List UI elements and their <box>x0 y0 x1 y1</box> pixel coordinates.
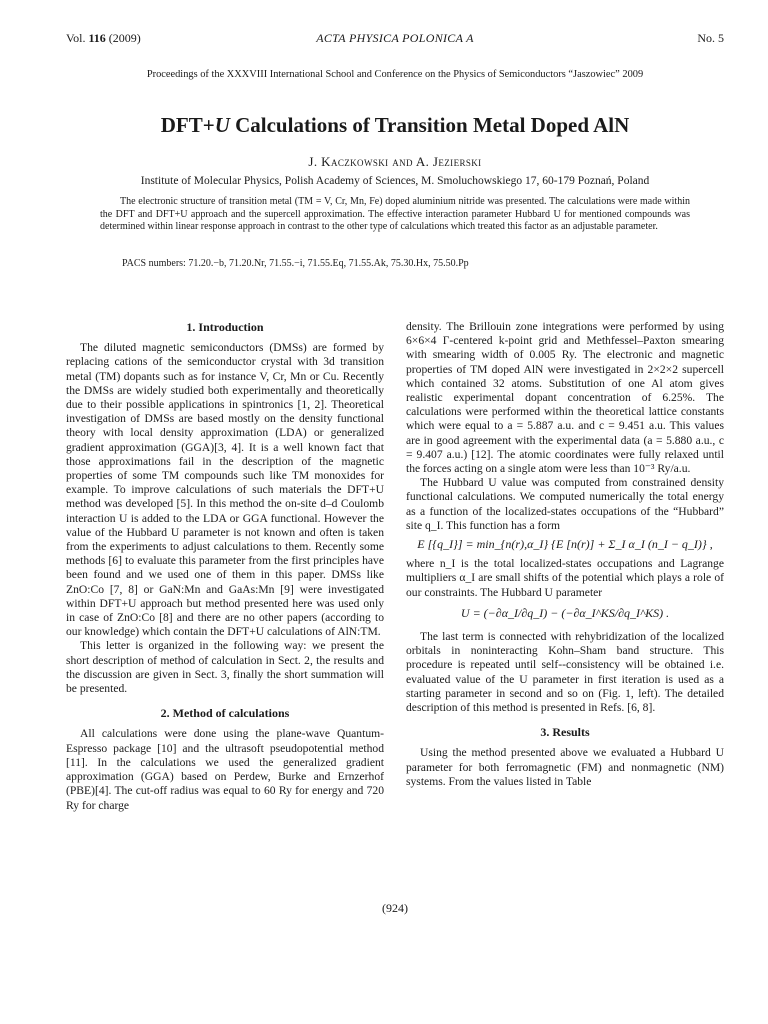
right-column <box>406 320 724 789</box>
running-header <box>66 31 724 49</box>
paragraph: The Hubbard U value was computed from constrained density functional calculations. We computed numerically the total energy as a function of the localized-states occupations of the “Hubbard” site q_I. This function has a form <box>406 476 724 532</box>
proceedings-line: Proceedings of the XXXVIII International School and Conference on the Physics of Semiconductors “Jaszowiec” 2009 <box>146 69 644 80</box>
equation-energy-functional: E [{q_I}] = min_{n(r),α_I} {E [n(r)] + Σ_I α_I (n_I − q_I)} , <box>417 537 713 552</box>
section-title-method: 2. Method of calculations <box>160 706 290 721</box>
paragraph: Using the method presented above we evaluated a Hubbard U parameter for both ferromagnetic (FM) and nonmagnetic (NM) systems. From the values listed in Table <box>406 746 724 788</box>
affiliation: Institute of Molecular Physics, Polish Academy of Sciences, M. Smoluchowskiego 17, 60-179 Poznań, Poland <box>140 175 650 187</box>
page-number: (924) <box>382 901 408 915</box>
section-title-introduction: 1. Introduction <box>186 320 264 334</box>
paragraph: density. The Brillouin zone integrations were performed by using 6×6×4 Γ-centered k-point grid and Methfessel–Paxton smearing with smearing width of 0.005 Ry. The electronic and magnetic properties of TM doped AlN were investigated in 2×2×2 supercell which contained 32 atoms. Substitution of one Al atom gives realistic experimental dopant concentration of 6.25%. The calculations were performed within the theoretical lattice constants which were equal to a = 5.887 a.u. and c = 9.451 a.u. This values are in good agreement with the experimental data (a = 5.880 a.u., c = 9.407 a.u.) [12]. The atomic coordinates were fully relaxed until the forces acting on a single atom were less than 10⁻³ Ry/a.u. <box>406 320 724 476</box>
authors: J. Kaczkowski and A. Jezierski <box>308 154 482 169</box>
paragraph: This letter is organized in the following way: we present the short description of method of calculation in Sect. 2, the results and the discussion are given in Sect. 3, finally the short summation will be presented. <box>66 639 384 696</box>
left-column <box>66 318 384 813</box>
paragraph: The diluted magnetic semiconductors (DMSs) are formed by replacing cations of the semiconductor crystal with 3d transition metal (TM) dopants such as for instance V, Cr, Mn or Cu. Recently the DMSs are widely studied both experimentally and theoretically due to their possible applications in spintronics [1, 2]. Theoretical investigation of DMSs are based mostly on the density functional theory with local density approximation (LDA) or generalized gradient approximation (GGA)[3, 4]. It is a well known fact that those approximations fail in the description of the magnetic properties of some TM compounds such like TM monoxides for example. To improve calculations of such materials the DFT+U method was developed [5]. In this method the on-site d–d Coulomb interaction U is added to the LDA or GGA functional. However the value of the Hubbard U parameter is not known and often is taken from the experiments to adjust calculations to them. Recently some methods [6] to evaluate this parameter from the first principles have been found and we used one of them in this paper. DMSs like ZnO:Co [7, 8] or GaN:Mn and GaAs:Mn [9] were investigated within DFT+U approach but method presented here was used only in case of ZnO:Co [8] and there are no other papers (according to our knowledge) which contain the DFT+U calculations of AlN:TM. <box>66 341 384 639</box>
paragraph: All calculations were done using the plane-wave Quantum-Espresso package [10] and the ultrasoft pseudopotential method [11]. In the calculations we used the generalized gradient approximation (GGA) based on Perdew, Burke and Ernzerhof (PBE)[4]. The cut-off radius was equal to 60 Ry for energy and 720 Ry for charge <box>66 727 384 812</box>
paragraph: The last term is connected with rehybridization of the localized orbitals in noninteracting Kohn–Sham band structure. This procedure is repeated until self--consistency will be obtained i.e. evaluated value of the U parameter in first iteration is used as a starting parameter in second and so on (Fig. 1, left). The detailed description of this method is presented in Refs. [6, 8]. <box>406 630 724 715</box>
paragraph: where n_I is the total localized-states occupations and Lagrange multipliers α_I are small shifts of the potential which plays a role of our constraints. The Hubbard U parameter <box>406 557 724 599</box>
section-title-results: 3. Results <box>540 725 590 740</box>
volume-info: Vol. 116 (2009) <box>66 31 141 45</box>
equation-hubbard-u: U = (−∂α_I/∂q_I) − (−∂α_I^KS/∂q_I^KS) . <box>460 605 670 620</box>
abstract: The electronic structure of transition metal (TM = V, Cr, Mn, Fe) doped aluminium nitride was presented. The calculations were made within the DFT and DFT+U approach and the supercell approximation. The effective interaction parameter Hubbard U for mentioned compounds was determined within linear response approach in contrast to the other type of calculations which treated this factor as an adjustable parameter. <box>100 196 690 232</box>
paper-title: DFT+U Calculations of Transition Metal Doped AlN <box>160 113 630 137</box>
pacs-numbers: PACS numbers: 71.20.−b, 71.20.Nr, 71.55.−i, 71.55.Eq, 71.55.Ak, 75.30.Hx, 75.50.Pp <box>122 258 469 269</box>
journal-name: ACTA PHYSICA POLONICA A <box>316 31 474 45</box>
issue-number: No. 5 <box>697 31 724 45</box>
